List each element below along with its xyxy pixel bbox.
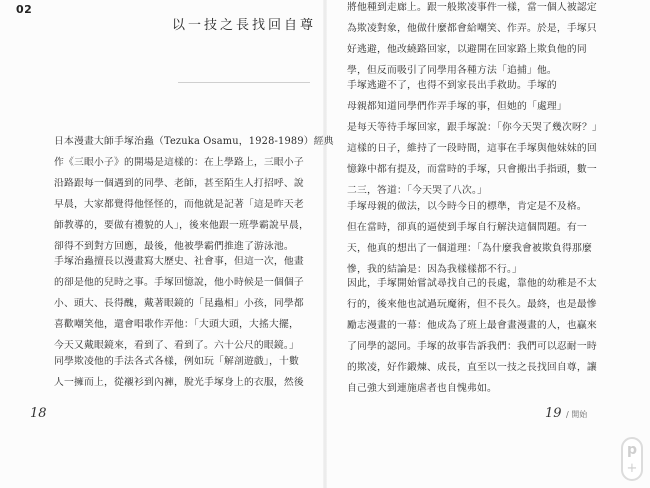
plus-icon: +: [626, 461, 638, 476]
page-number-right: 19: [545, 406, 562, 421]
running-head: / 開始: [566, 410, 588, 419]
text-line: 人一擁而上，從襯衫到內褲，脫光手塚身上的衣服，然後: [54, 377, 304, 388]
text-line: 將他種到走廊上。跟一般欺凌事件一樣，當一個人被認定: [347, 2, 597, 13]
paragraph: [347, 196, 592, 280]
text-line: 了同學的認同。手塚的故事告訴我們：我們可以忍耐一時: [347, 341, 597, 352]
text-line: 是每天等待手塚回家，跟手塚說：「你今天哭了幾次呀？」: [347, 122, 603, 133]
paragraph: [347, 0, 597, 81]
paragraph: [54, 131, 334, 257]
text-line: 手塚逃避不了，也得不到家長出手救助。手塚的: [347, 80, 557, 91]
text-line: 母親都知道同學們作弄手塚的事，但她的「處理」: [347, 101, 567, 112]
text-line: 好逃避，他改繞路回家，以避開在回家路上欺負他的同: [347, 44, 587, 55]
text-line: 沿路跟每一個遇到的同學、老師，甚至陌生人打招呼、說: [54, 178, 304, 189]
text-line: 師教導的，要做有禮貌的人」，後來他跟一班學霸說早晨，: [54, 220, 310, 231]
page-number-left: 18: [30, 406, 47, 421]
text-line: 喜歡嘲笑他，還會唱歌作弄他：「大頭大頭，大搖大擺，: [54, 319, 300, 330]
text-line: 作《三眼小子》的開場是這樣的：在上學路上，三眼小子: [54, 157, 304, 168]
text-line: 早晨，大家都覺得他怪怪的，而他就是記著「這是昨天老: [54, 199, 304, 210]
text-line: 勵志漫畫的一幕：他成為了班上最會畫漫畫的人，也贏來: [347, 320, 597, 331]
text-line: 因此，手塚開始嘗試尋找自己的長處，靠他的幼稚是不太: [347, 278, 597, 289]
text-line: 行的，後來他也試過玩魔術，但不長久。最終，也是最慘: [347, 299, 597, 310]
publisher-badge[interactable]: [621, 437, 643, 481]
text-line: 二三，答道：「今天哭了八次。」: [347, 185, 488, 196]
paragraph: [347, 75, 602, 201]
badge-letter: p: [626, 442, 638, 458]
text-line: 手塚治蟲擅長以漫畫寫大歷史、社會事，但這一次，他畫: [54, 256, 304, 267]
text-line: 但在當時，卻真的逼使到手塚自行解決這個問題。有一: [347, 222, 587, 233]
text-line: 今天又戴眼鏡來，看到了、看到了。六十公尺的眼鏡。」: [54, 340, 300, 351]
paragraph: [54, 351, 304, 393]
text-line: 日本漫畫大師手塚治蟲（Tezuka Osamu，1928-1989）經典: [54, 136, 334, 147]
paragraph: [54, 251, 304, 356]
paragraph: [347, 273, 597, 399]
text-line: 同學欺凌他的手法各式各樣，例如玩「解剖遊戲」，十數: [54, 356, 300, 367]
title-divider: [178, 82, 310, 83]
text-line: 這樣的日子，維持了一段時間，這事在手塚與他妹妹的回: [347, 143, 597, 154]
chapter-title: 以一技之長找回自尊: [172, 18, 317, 33]
text-line: 小、頭大、長得醜，戴著眼鏡的「昆蟲相」小孩，同學都: [54, 298, 304, 309]
text-line: 學，但反而吸引了同學用各種方法「追捕」他。: [347, 65, 557, 76]
text-line: 慘，我的結論是：因為我樣樣都不行。」: [347, 264, 523, 275]
text-line: 為欺凌對象，他做什麼都會給嘲笑、作弄。於是，手塚只: [347, 23, 597, 34]
text-line: 的卻是他的兒時之事。手塚回憶說，他小時候是一個個子: [54, 277, 304, 288]
text-line: 的欺凌，好作鍛煉、成長，直至以一技之長找回自尊，讓: [347, 362, 597, 373]
chapter-number: 02: [16, 3, 33, 16]
text-line: 憶錄中都有提及，而當時的手塚，只會搬出手指頭，數一: [347, 164, 597, 175]
text-line: 天，他真的想出了一個道理：「為什麼我會被欺負得那麼: [347, 243, 593, 254]
text-line: 自己強大到連施虐者也自愧弗如。: [347, 383, 497, 394]
text-line: 卻得不到對方回應，最後，他被學霸們推進了游泳池。: [54, 241, 294, 252]
text-line: 手塚母親的做法，以今時今日的標準，肯定是不及格。: [347, 201, 587, 212]
